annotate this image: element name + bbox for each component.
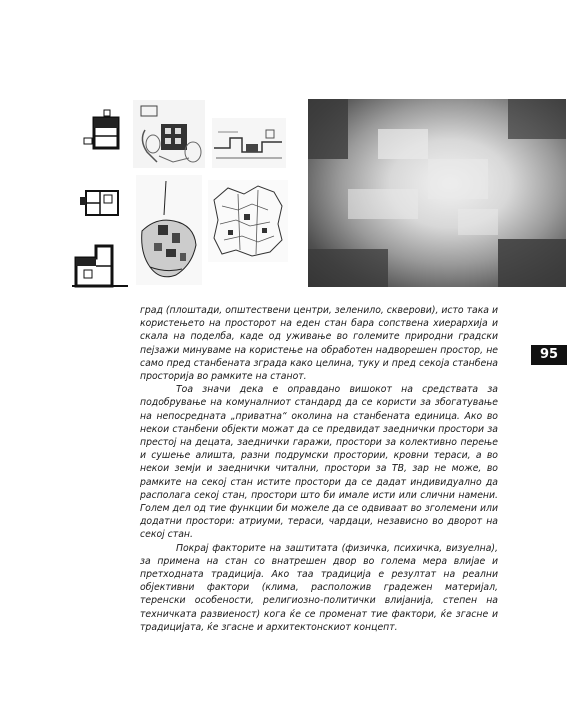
street-section-figure [212,118,286,168]
site-plan-figure [133,100,205,168]
paragraph: Покрај факторите на заштитата (физичка, психичка, визуелна), за примена на стан со внатрешен двор во голема мера влијае и претходната традиција. Ако таа традиција е резултат на реални објективни фактори (клима, расположив градежен материјал, теренски особености, религиозно-политички влијанија, степен на техничката развиеност) кога ќе се променат тие фактори, ќе згасне и традицијата, ќе згасне и архитектонскиот концепт. [140,542,498,633]
paragraph: град (плоштади, општествени центри, зеленило, скверови), исто така и користењето на просторот на еден стан бара сопствена хиерархија и скала на поделба, каде од уживање во големите природни градски пејзажи минуваме на користење на обработен надворешен простор, не само пред станбената зграда како целина, туку и пред секоја станбена просторија во рамките на станот. [140,305,499,383]
paragraph: Тоа значи дека е оправдано вишокот на средствата за подобрување на комуналниот стандард да се користи за збогатување на непосредната „приватна“ околина на станбената единица. Ако во некои станбени објекти можат да се предвидат заеднички простори за престој на децата, заеднички гаражи, простори за колективно перење и сушење алишта, разни подрумски простории, кровни тераси, а во некои земји и заеднички читални, простори за ТВ, зар не може, во рамките на секој стан истите простори да се дадат индивидуално да располага секој стан, простори што би имале исти или слични намени. Голем дел од тие функции би можеле да се одвиваат во зголемени или додатни простори: атриуми, тераси, чардаци, независно во дворот на секој стан. [140,384,498,541]
floor-plan-figure [80,108,126,152]
hill-settlement-sketch [136,175,202,285]
floor-plan-figure-3 [72,242,130,288]
floor-plan-figure-2 [80,185,126,221]
settlement-map-sketch [208,180,288,262]
body-text [140,304,498,634]
page-number: 95 [531,345,567,365]
aerial-photo [308,99,566,287]
